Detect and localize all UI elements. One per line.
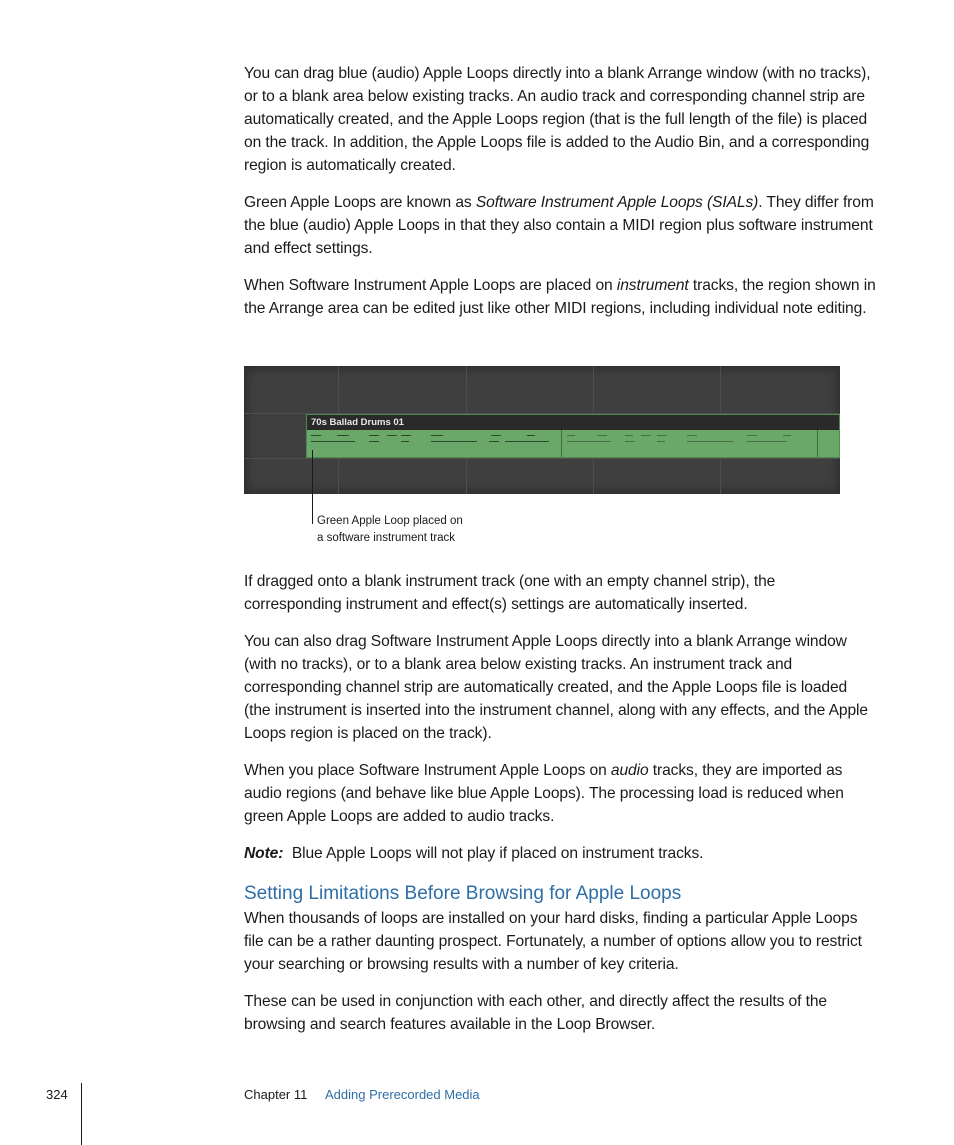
midi-note — [369, 441, 379, 442]
paragraph-text — [244, 842, 876, 865]
callout-line-2: a software instrument track — [317, 532, 456, 544]
midi-note — [527, 435, 535, 436]
paragraph-conjunction — [244, 990, 876, 1036]
midi-note — [431, 435, 443, 436]
paragraph-audio-loops — [244, 62, 876, 177]
text-run: When you place Software Instrument Apple Loops on — [244, 762, 611, 779]
paragraph-text — [244, 274, 876, 320]
callout-leader-line — [312, 450, 313, 524]
loop-boundary — [817, 430, 818, 457]
midi-note — [401, 435, 411, 436]
midi-note — [687, 435, 697, 436]
emphasis-text: Software Instrument Apple Loops (SIALs) — [475, 194, 759, 211]
paragraph-thousands-of-loops — [244, 907, 876, 976]
page-number: 324 — [46, 1087, 68, 1102]
midi-note — [747, 435, 757, 436]
region-name: 70s Ballad Drums 01 — [311, 417, 404, 428]
section-heading-container — [244, 881, 876, 907]
midi-note — [311, 441, 355, 442]
midi-note — [747, 441, 787, 442]
track-divider — [244, 458, 840, 459]
text-run: tracks, the region shown in the Arrange area can be edited just like other MIDI regions, including individual note editing. — [244, 277, 876, 317]
loop-boundary — [561, 430, 562, 457]
paragraph-instrument-tracks — [244, 274, 876, 320]
midi-note — [491, 435, 501, 436]
paragraph-blank-instrument-track — [244, 570, 876, 616]
paragraph-drag-sials — [244, 630, 876, 745]
midi-note — [489, 441, 499, 442]
midi-note — [687, 441, 733, 442]
midi-note — [505, 441, 549, 442]
midi-note — [597, 435, 607, 436]
midi-note — [657, 441, 665, 442]
midi-note — [431, 441, 477, 442]
note-label: Note: — [244, 845, 284, 862]
note-paragraph — [244, 842, 876, 865]
paragraph-green-loops — [244, 191, 876, 260]
midi-note — [641, 435, 651, 436]
section-heading: Setting Limitations Before Browsing for Apple Loops — [244, 883, 682, 904]
midi-note — [783, 435, 791, 436]
paragraph-text: If dragged onto a blank instrument track (one with an empty channel strip), the corresponding instrument and effect(s) settings are automatically inserted. — [244, 573, 776, 613]
paragraph-text: When thousands of loops are installed on your hard disks, finding a particular Apple Loops file can be a rather daunting prospect. Fortunately, a number of options allow you to restrict your searching or browsing results with a number of key criteria. — [244, 910, 862, 973]
paragraph-text: You can also drag Software Instrument Apple Loops directly into a blank Arrange window (with no tracks), or to a blank area below existing tracks. An instrument track and corresponding channel strip are automatically created, and the Apple Loops file is loaded (the instrument is inserted into the instrument channel, along with any effects, and the Apple Loops region is placed on the track). — [244, 633, 868, 742]
midi-note — [567, 435, 575, 436]
text-run: When Software Instrument Apple Loops are placed on — [244, 277, 617, 294]
midi-note — [337, 435, 349, 436]
chapter-title-link[interactable]: Adding Prerecorded Media — [325, 1087, 480, 1102]
note-text: Blue Apple Loops will not play if placed on instrument tracks. — [283, 845, 704, 862]
paragraph-audio-tracks — [244, 759, 876, 828]
paragraph-text — [244, 759, 876, 828]
region-header — [307, 415, 839, 430]
midi-note — [369, 435, 379, 436]
footer-divider — [81, 1083, 82, 1145]
paragraph-text: You can drag blue (audio) Apple Loops directly into a blank Arrange window (with no tracks), or to a blank area below existing tracks. An audio track and corresponding channel strip are automatically created, and the Apple Loops region (that is the full length of the file) is placed on the track. In addition, the Apple Loops file is added to the Audio Bin, and a corresponding region is automatically created. — [244, 65, 871, 174]
midi-note — [657, 435, 667, 436]
midi-note — [625, 441, 635, 442]
midi-region[interactable] — [306, 414, 840, 458]
midi-note — [401, 441, 409, 442]
midi-note — [311, 435, 321, 436]
callout-line-1: Green Apple Loop placed on — [317, 515, 463, 527]
midi-note — [567, 441, 611, 442]
text-run: . They differ from the blue (audio) Apple Loops in that they also contain a MIDI region plus software instrument and effect settings. — [244, 194, 874, 257]
emphasis-text: audio — [610, 762, 649, 779]
paragraph-text — [244, 191, 876, 260]
figure-callout — [317, 513, 463, 547]
emphasis-text: instrument — [616, 277, 689, 294]
midi-note — [387, 435, 397, 436]
text-run: tracks, they are imported as audio regions (and behave like blue Apple Loops). The processing load is reduced when green Apple Loops are added to audio tracks. — [244, 762, 844, 825]
text-run: Green Apple Loops are known as — [244, 194, 476, 211]
midi-note — [625, 435, 633, 436]
chapter-label: Chapter 11 — [244, 1087, 308, 1102]
arrange-area-screenshot — [244, 366, 840, 494]
paragraph-text: These can be used in conjunction with each other, and directly affect the results of the browsing and search features available in the Loop Browser. — [244, 993, 827, 1033]
